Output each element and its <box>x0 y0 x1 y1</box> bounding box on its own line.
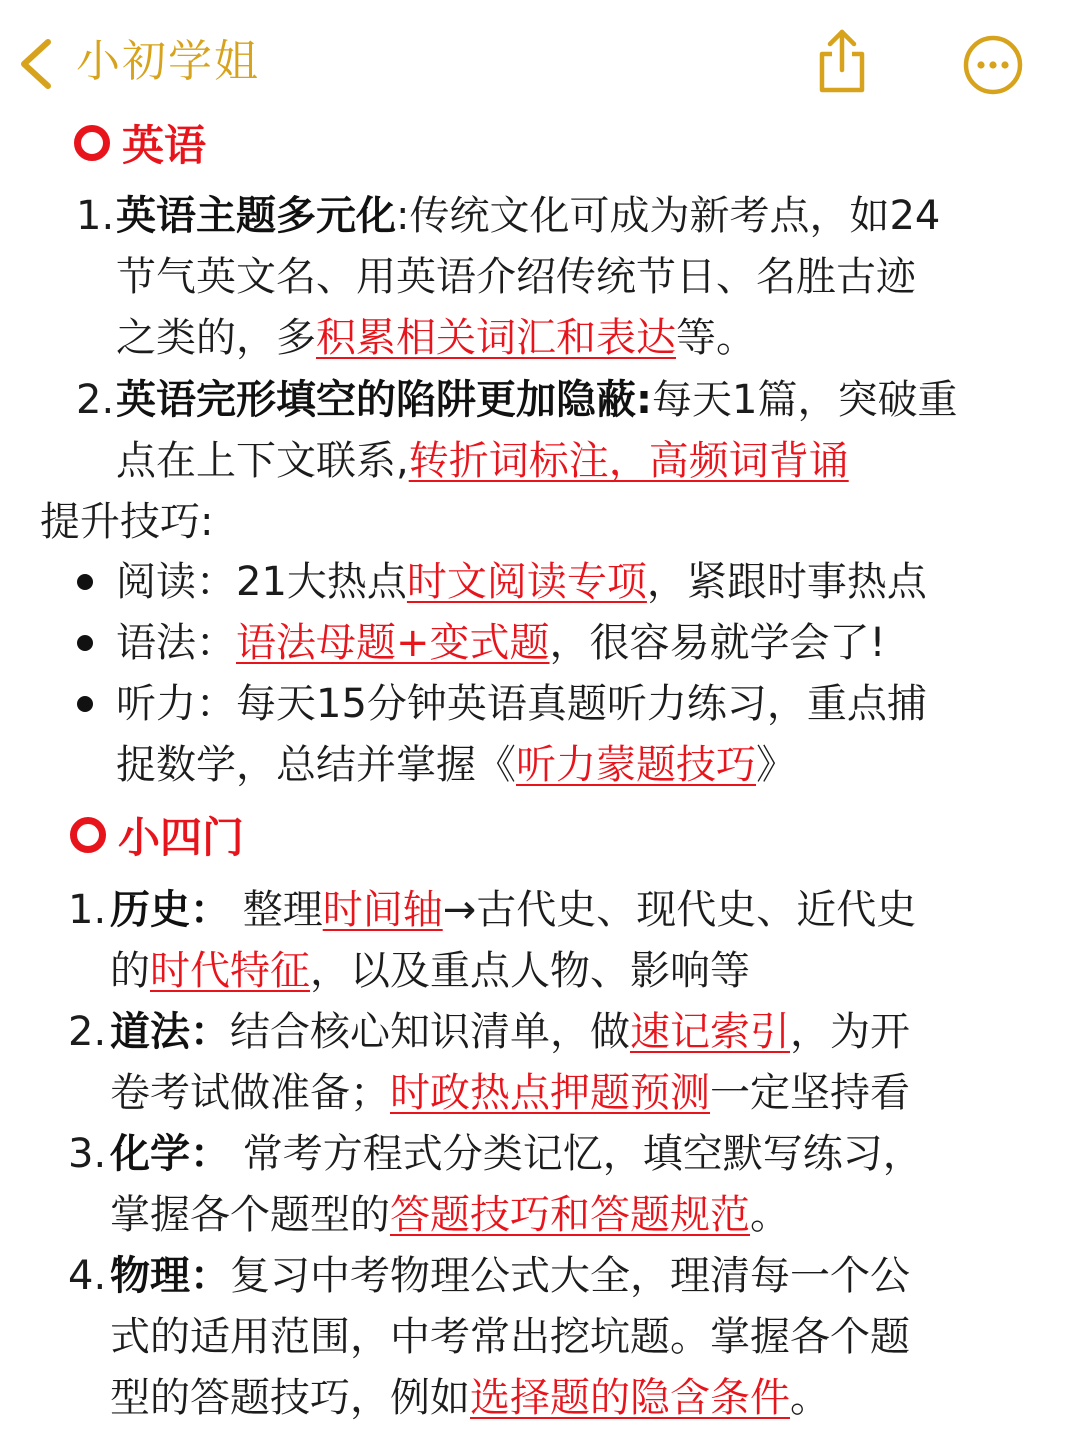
item-text: 复习中考物理公式大全，理清每一个公 <box>230 1253 910 1299</box>
item-text: ，紧跟时事热点 <box>646 559 927 605</box>
highlight-text: 答题技巧和答题规范 <box>390 1192 750 1238</box>
list-item-text: 节气英文名、用英语介绍传统节日、名胜古迹 <box>116 254 916 300</box>
bullet-item-grammar <box>116 613 886 673</box>
share-button[interactable] <box>814 26 870 96</box>
item-text: 阅读：21大热点 <box>116 559 407 605</box>
bullet-item-listening-cont <box>116 735 796 795</box>
highlight-text: 听力蒙题技巧 <box>516 742 756 788</box>
list-item-text <box>110 1368 830 1428</box>
more-icon <box>962 34 1024 96</box>
list-item-text: 式的适用范围，中考常出挖坑题。掌握各个题 <box>110 1314 910 1360</box>
item-text: 整理 <box>230 887 323 933</box>
item-text: 卷考试做准备； <box>110 1070 390 1116</box>
section-heading-minor <box>66 802 244 868</box>
highlight-text: 选择题的隐含条件 <box>470 1375 790 1421</box>
note-title: 小初学姐 <box>76 36 260 87</box>
more-button[interactable] <box>962 34 1024 96</box>
item-text: ，以及重点人物、影响等 <box>310 948 750 994</box>
list-item-text <box>116 431 849 491</box>
list-item-text <box>116 308 756 368</box>
item-text: 。 <box>750 1192 790 1238</box>
list-number: 3. <box>68 1131 107 1177</box>
item-title: 英语主题多元化 <box>116 193 396 239</box>
highlight-text: 转折词标注，高频词背诵 <box>408 438 849 484</box>
section-heading-english <box>70 110 206 176</box>
list-item-text <box>110 1124 923 1184</box>
list-item-text <box>110 1002 910 1062</box>
highlight-text: 时文阅读专项 <box>406 559 647 605</box>
item-title: 化学： <box>110 1131 230 1177</box>
item-text: :传统文化可成为新考点，如24 <box>396 193 941 239</box>
bullet-dot <box>77 574 93 590</box>
item-text: →古代史、现代史、近代史 <box>442 887 917 933</box>
red-circle-icon <box>74 125 110 161</box>
item-text: ，为开 <box>790 1009 910 1055</box>
item-text: 每天1篇，突破重 <box>652 377 958 423</box>
back-button[interactable] <box>14 36 64 92</box>
list-item-text <box>116 186 940 246</box>
item-text: 。 <box>790 1375 830 1421</box>
highlight-text: 速记索引 <box>630 1009 790 1055</box>
section-title: 英语 <box>122 121 207 170</box>
item-title: 物理： <box>110 1253 230 1299</box>
item-text: 》 <box>756 742 796 788</box>
item-title: 历史： <box>110 887 230 933</box>
list-item-text <box>110 941 750 1001</box>
highlight-text: 积累相关词汇和表达 <box>316 315 676 361</box>
bullet-item-reading <box>116 552 927 612</box>
highlight-text: 时政热点押题预测 <box>390 1070 710 1116</box>
list-item-text <box>110 1246 910 1306</box>
section-title: 小四门 <box>118 813 245 862</box>
item-text: 常考方程式分类记忆，填空默写练习， <box>230 1131 923 1177</box>
item-text: 点在上下文联系, <box>116 438 409 484</box>
item-text: 语法： <box>116 620 236 666</box>
list-number: 2. <box>76 377 115 423</box>
item-title: 英语完形填空的陷阱更加隐蔽: <box>116 377 652 423</box>
bullet-dot <box>77 696 93 712</box>
list-number: 1. <box>76 193 115 239</box>
list-number: 1. <box>68 887 107 933</box>
nav-bar <box>0 0 1080 120</box>
list-item-text <box>116 370 957 430</box>
item-title: 道法： <box>110 1009 230 1055</box>
item-text: 一定坚持看 <box>710 1070 910 1116</box>
chevron-left-icon <box>14 36 64 92</box>
item-text: 等。 <box>676 315 756 361</box>
list-item-text <box>110 880 916 940</box>
item-text: 之类的，多 <box>116 315 316 361</box>
list-number: 4. <box>68 1253 107 1299</box>
item-text: 结合核心知识清单，做 <box>230 1009 630 1055</box>
tips-label: 提升技巧: <box>40 499 214 545</box>
share-icon <box>814 26 870 96</box>
item-text: 掌握各个题型的 <box>110 1192 390 1238</box>
item-text: ，很容易就学会了! <box>549 620 886 666</box>
list-item-text <box>110 1185 790 1245</box>
bullet-dot <box>77 635 93 651</box>
highlight-text: 语法母题+变式题 <box>236 620 550 666</box>
bullet-item-listening: 听力：每天15分钟英语真题听力练习，重点捕 <box>116 681 927 727</box>
list-number: 2. <box>68 1009 107 1055</box>
item-text: 捉数学，总结并掌握《 <box>116 742 516 788</box>
item-text: 型的答题技巧，例如 <box>110 1375 470 1421</box>
list-item-text <box>110 1063 910 1123</box>
highlight-text: 时间轴 <box>322 887 443 933</box>
red-circle-icon <box>70 817 106 853</box>
item-text: 的 <box>110 948 150 994</box>
highlight-text: 时代特征 <box>150 948 310 994</box>
